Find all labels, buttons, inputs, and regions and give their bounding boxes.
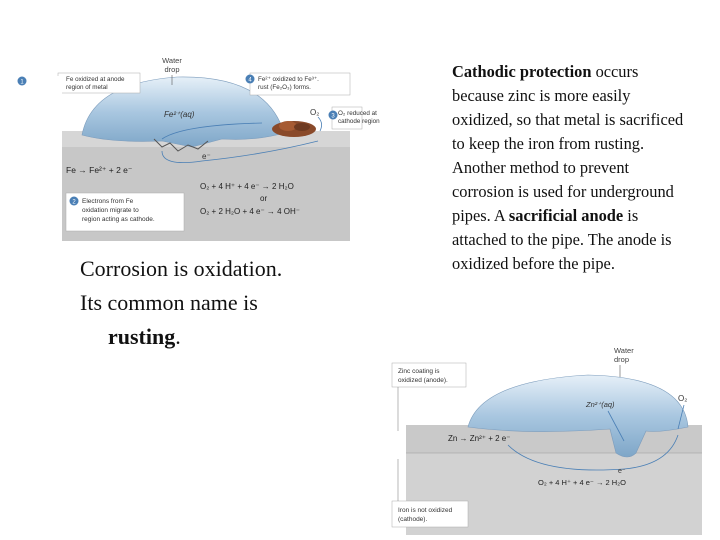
zinc-protection-diagram <box>388 345 702 535</box>
cathode-equation-2: O₂ + 2 H₂O + 4 e⁻ → 4 OH⁻ <box>200 207 301 216</box>
zinc-electron-label: e⁻ <box>618 468 626 475</box>
cathodic-body-1: occurs because zinc is more easily oxidized, so that metal is sacrificed to keep the iron from rusting. Another method to prevent corrosion is used for underground pipes. A <box>452 62 684 225</box>
svg-text:Zinc coating isoxidized (anode: Zinc coating is oxidized (anode). <box>398 368 448 384</box>
corrosion-line-2: Its common name is <box>80 290 258 315</box>
svg-text:O₂ reduced atcathode region: O₂ reduced at cathode region <box>338 110 380 125</box>
cathodic-body-2: is attached to the pipe. The anode is oxidized before the pipe. <box>452 206 672 273</box>
o2-label: O₂ <box>310 108 320 117</box>
svg-text:Iron is not oxidized(cathode).: Iron is not oxidized (cathode). <box>398 507 453 523</box>
rusting-term: rusting <box>108 324 176 349</box>
svg-text:2: 2 <box>72 199 76 206</box>
cathodic-protection-text <box>452 60 692 276</box>
svg-text:Fe²⁺ oxidized to Fe³⁺.rust (Fe: Fe²⁺ oxidized to Fe³⁺. rust (Fe₂O₃) forms. <box>258 76 319 91</box>
corrosion-line-1: Corrosion is oxidation. <box>80 256 283 281</box>
step1-callout <box>58 73 140 93</box>
rust-deposit <box>272 121 316 137</box>
cathodic-protection-term: Cathodic protection <box>452 62 592 81</box>
corrosion-line-3 <box>80 320 340 354</box>
or-label: or <box>260 194 268 203</box>
anode-equation: Fe → Fe²⁺ + 2 e⁻ <box>66 165 133 175</box>
step4-badge-svg <box>243 72 257 86</box>
step4-callout <box>250 73 350 95</box>
zn2-aq-label: Zn²⁺(aq) <box>586 400 615 409</box>
zinc-cathode-equation: O₂ + 4 H⁺ + 4 e⁻ → 2 H₂O <box>538 478 626 487</box>
fe2-aq-label: Fe²⁺(aq) <box>164 110 195 119</box>
step2-callout <box>66 193 184 231</box>
corrosion-text <box>80 252 340 354</box>
svg-text:4: 4 <box>248 77 252 84</box>
zinc-anode-equation: Zn → Zn²⁺ + 2 e⁻ <box>448 434 511 443</box>
water-drop-label: Water drop <box>162 56 182 74</box>
step1-badge-svg <box>10 70 70 100</box>
electron-label: e⁻ <box>202 152 211 161</box>
rusting-diagram <box>62 55 380 245</box>
period: . <box>175 324 181 349</box>
sacrificial-anode-term: sacrificial anode <box>508 206 624 225</box>
zinc-water-drop-label: Water drop <box>614 346 634 364</box>
svg-text:Electrons from Feoxidation mig: Electrons from Fe oxidation migrate to region acting as cathode. <box>82 198 155 223</box>
svg-text:Fe oxidized at anoderegion of: Fe oxidized at anode region of metal <box>66 76 125 91</box>
zinc-coating-callout <box>392 363 466 431</box>
step3-badge-svg <box>326 108 340 122</box>
cathode-equation-1: O₂ + 4 H⁺ + 4 e⁻ → 2 H₂O <box>200 182 294 191</box>
svg-text:1: 1 <box>20 79 24 86</box>
zinc-o2-label: O₂ <box>678 394 688 403</box>
svg-text:3: 3 <box>331 113 335 120</box>
